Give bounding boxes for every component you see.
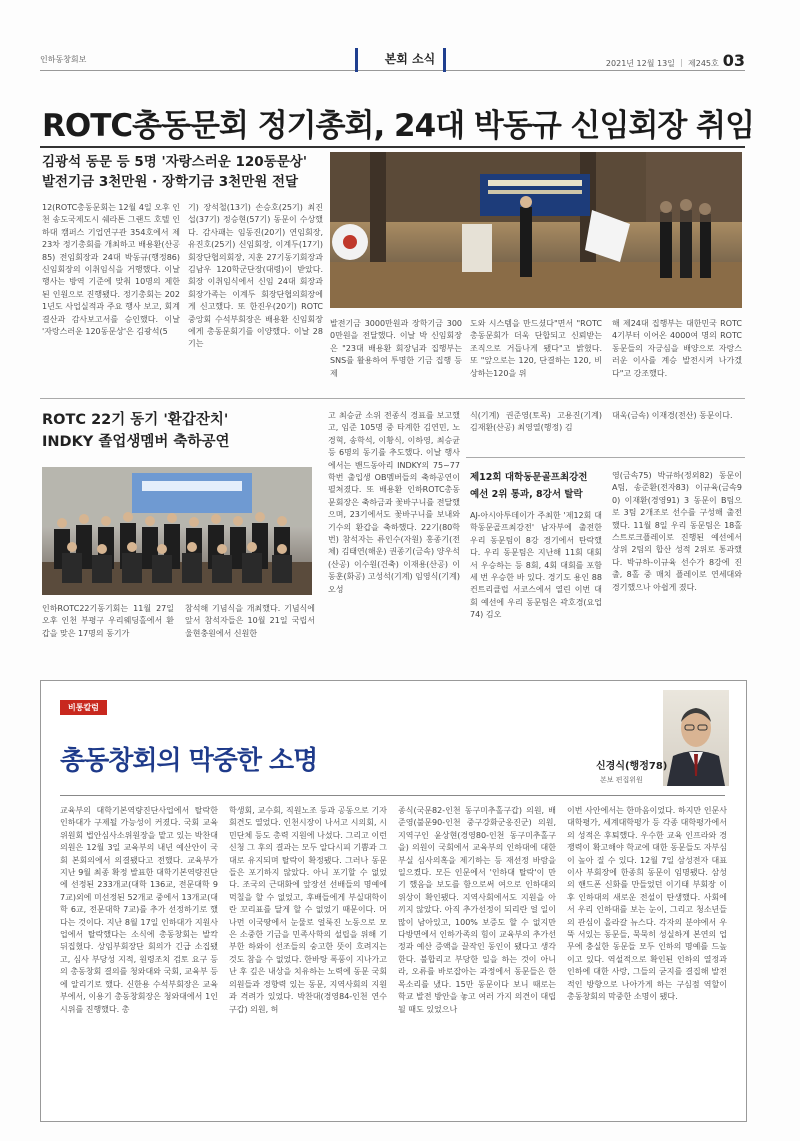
publication-name: 인하동창회보 — [40, 55, 87, 64]
article2-column-3: 고 최승균 소위 전종식 경표를 보고했고, 임준 105명 중 타계한 김연민, 노경혁, 송학석, 이황식, 이하영, 최승균 등 6명의 동기를 추도했다. 이날 행사에서는 밴드동아리 INDKY의 75~77학번 출입생 OB멤버들의 축하공연이 펼쳐졌다. 또 배용환 인하ROTC총동문회장은 축하금과 꽃바구니를 전달했으며, 23기에서도 꽃바구니를 보내와 기수의 환갑을 축하했다. 22기(80학번) 참석자는 류인수(자원) 홍종기(전체) 김태연(해운) 권종기(금속) 양우석(산공) 이수원(건축) 이재용(산공) 이동훈(화공) 고성석(기계) 임영식(기계) 오성 — [328, 411, 460, 594]
article1-subhead-1: 김광석 동문 등 5명 '자랑스러운 120동문상' — [42, 154, 307, 170]
article1-subhead-2: 발전기금 3천만원 · 장학기금 3천만원 전달 — [42, 174, 299, 190]
article3-column-2: 영(금속75) 박규하(정외82) 동문이 A팀, 송준환(전자83) 이규육(금속90) 이재환(경영91) 3 동문이 B팀으로 3팀 2개조로 선수를 구성해 출전했다. 11월 8일 우리 동문팀은 18홀 스트로크플레이로 진행된 예선에서 상위 2팀의 합산 성적 2위로 통과했다. 박규하-이규육 선수가 8강에 진출, 8홀 중 매치 플레이로 연세대와 경기했으나 아쉽게 졌다. — [612, 471, 742, 592]
article3-headline-1: 제12회 대학동문골프최강전 — [470, 472, 588, 483]
section-divider-2 — [466, 457, 745, 458]
portrait-drawing — [663, 690, 729, 786]
opinion-title: 총동창회의 막중한 소명 — [60, 746, 318, 776]
article2-headline-2: INDKY 졸업생멤버 축하공연 — [42, 434, 230, 450]
section-marker-left — [355, 48, 358, 72]
opinion-column-3: 종식(국문82-인천 동구미추홀구갑) 의원, 배준영(불문90-인천 중구강화군옹진군) 의원, 지역구인 윤상현(경영80-인천 동구미추홀구을) 의원이 국회에서 교육부의 인하대에 대한 부실 심사의혹을 제기하는 등 재선정 바람을 일으켰다. 모든 인문에서 '인하대 탈락'이 만기 했음을 보도를 함으로써 여으로 인하대의 위상이 확인됐다. 지역사회에서도 지원을 아끼지 않았다. 아직 추가선정이 되리란 얼 일이 많이 남아있고, 100% 보증도 할 수 없지만 다방면에서 인하가족의 힘이 교육부의 추가선정과 예산 증액을 끌작인 동인이 됐다고 생각한다. 불합리고 부당한 일을 하는 것이 아니라, 오류를 바로잡아는 과정에서 동문들은 한 목소리를 냈다. 15만 동문이다 보니 때로는 학교 발전 방안을 놓고 여러 가지 의견이 대립될 때도 있었으나 — [398, 806, 556, 1014]
article1-column-4: 도와 시스템을 만드셨다"면서 "ROTC총동문회가 더욱 단합되고 신뢰받는 조직으로 거듭나게 됐다"고 밝혔다. 또 "앞으로는 120, 단결하는 120, 비상하는120을 위 — [470, 319, 602, 378]
article3-column-1: AJ-아시아투데이가 주최한 '제12회 대학동문골프최강전' 남자부에 출전한 우리 동문팀이 8강 경기에서 탄락했다. 우리 동문팀은 지난해 11회 대회서 우승하는 등 8회, 4회 대회를 포함 세 번 우승한 바 있다. 경기도 용인 88컨트리클럽 서코스에서 열린 이번 대회 예선에 우리 동문팀은 곽호경(요업74) 김오 — [470, 511, 602, 620]
article1-headline: ROTC총동문회 정기총회, 24대 박동규 신임회장 취임 — [42, 108, 755, 144]
opinion-column-2: 학생회, 교수회, 직원노조 등과 공동으로 기자회견도 열었다. 인천시장이 나서고 시의회, 시민단체 등도 총력 지원에 나섰다. 그리고 이런신청 그 후의 결과는 모두 알다시피 기쁨과 그대로 유지되며 탈락이 확정됐다. 그러나 동문들은 포기하지 않았다. 아니 포기할 수 없었다. 조국의 근대화에 앞장선 선배들의 명예에 먹칠을 할 수 없었고, 후배들에게 부실대학이란 꼬리표를 달게 할 수 없었기 때문이다. 머나먼 이국땅에서 눈물로 얼룩진 노동으로 모은 소중한 기금을 민족사학의 설립을 위해 기부한 하와이 선조들의 숭고한 뜻이 흐려지는 것도 참을 수 없었다. 한바탕 폭풍이 지나가고 난 후 깊은 내상을 치유하는 노력에 동문 국회의원들과 경향력 있는 동문, 지역사회의 지원과 격려가 있었다. 박찬대(경영84-인천 연수구갑) 의원, 허 — [229, 806, 387, 1014]
section-marker-right — [443, 48, 446, 72]
issue-date: 2021년 12월 13일 ｜ 제245호 — [605, 59, 719, 68]
anniversary-group-photo — [42, 467, 312, 595]
article1-column-1: 12(ROTC총동문회는 12월 4일 오후 인천 송도국제도시 쉐라톤 그랜드 호텔 인하대 캠퍼스 기업연구관 354호에서 제23차 정기총회를 개최하고 배용환(산공85) 전임회장과 24대 박동규(행정86) 신임회장의 이취임식을 거행했다. 이날 행사는 방역 기준에 맞춰 10명의 제한된 인원으로 진행됐다. 정기총회는 2021년도 사업실적과 주요 행사 보고, 회계결산과 감사보고서를 승인했다. 이날 '자랑스러운 120동문상'은 김광석(5 — [42, 203, 180, 337]
article1-column-3: 발전기금 3000만원과 장학기금 3000만원을 전달했다. 이날 박 신임회장은 "23대 배용환 회장님과 집행부는 SNS를 활용하여 투명한 기금 집행 등 제 — [330, 319, 462, 378]
author-role: 본보 편집위원 — [600, 776, 643, 784]
article2-headline-1: ROTC 22기 동기 '환갑잔치' — [42, 412, 229, 428]
rotc-ceremony-photo — [330, 152, 742, 308]
article1-column-5: 해 제24대 집행부는 대한민국 ROTC 4기부터 이어온 4000여 명의 ROTC 동문들의 자긍심을 배양으로 자랑스러운 이사를 계승 발전시켜 나가겠다"고 강조했다. — [612, 319, 742, 378]
section-divider-1 — [40, 398, 745, 399]
page-header — [40, 50, 745, 71]
headline-rule — [40, 146, 745, 148]
article2-column-4: 식(기계) 권준영(토목) 고용진(기계) 김재환(산공) 최영열(행정) 김 — [470, 411, 602, 433]
article2-column-5: 대욱(금속) 이재경(전산) 동문이다. — [612, 411, 733, 420]
column-tag: 비통칼럼 — [60, 700, 107, 715]
opinion-column-4: 이번 사안에서는 한마음이었다. 하지만 인문사 대학평가, 세계대학평가 등 각종 대학평가에서의 성적은 후퇴했다. 우수한 교육 인프라와 경쟁력이 확고해야 학교에 대한 동문들도 자부심이 높아 질 수 있다. 12월 7일 삼성전자 대표이사 부회장에 한종희 동문이 임명됐다. 삼성의 핸드폰 신화를 만들었던 이기태 부회장 이후 인하대의 새로운 전설이 탄생했다. 사회에서 우리 인하대를 보는 눈이, 그리고 청소년들의 관심이 올라갈 뉴스다. 각자의 분야에서 우뚝 서있는 동문들, 묵묵히 성실하게 본연의 업무에 충실한 동문들 모두 인하의 명예를 드높이고 있다. 역설적으로 확인된 인하의 열정과 인하에 대한 사랑, 그들의 굳지를 결집해 발전적인 방향으로 나아가게 하는 구심점 역할이 총동창회의 막중한 소명이 됐다. — [567, 806, 727, 1002]
group-photo-drawing — [42, 467, 312, 595]
opinion-column-1: 교육부의 대학기본역량진단사업에서 탈락한 인하대가 구제될 가능성이 커졌다. 국회 교육위원회 법안심사소위원장을 맡고 있는 박찬대 의원은 12월 3일 교육부의 내년 예산안이 국회 본회의에서 의결됐다고 전했다. 교육부가 지난 9월 최종 확정 발표한 대학기본역량진단에 선정된 233개교(대학 136교, 전문대학 97교)외에 미선정된 52개교 중에서 13개교(대학 6교, 전문대학 7교)를 추가 선정하기로 했다는 것이다. 지난 8월 17일 인하대가 지원사업에서 탈락했다는 소식에 총동창회는 발칵 뒤집혔다. 상임부회장단 회의가 긴급 소집됐고, 심사 부당성 지적, 원령조치 검토 요구 등의 총동창회 결의를 청와대와 국회, 교육부 등에 알리기로 했다. 신한용 수석부회장은 교육부에서, 이용기 총동창회장은 청와대에서 1인 시위를 진행했다. 총 — [60, 806, 218, 1014]
author-name: 신경식(행정78) — [596, 761, 668, 772]
article3-headline-2: 예선 2위 통과, 8강서 탈락 — [470, 489, 583, 500]
author-portrait — [663, 690, 729, 786]
issue-info — [606, 51, 745, 70]
opinion-rule — [60, 795, 725, 796]
ceremony-photo-drawing — [330, 152, 742, 308]
page-number: 03 — [722, 51, 745, 70]
article2-column-2: 참석해 기념식을 개최했다. 기념식에 앞서 참석자들은 10월 21일 국립서울현충원에서 신원한 — [185, 604, 315, 638]
article2-column-1: 인하ROTC22기동기회는 11월 27일 오후 인천 부평구 우리웨딩홀에서 환갑을 맞은 17명의 동기가 — [42, 604, 174, 638]
section-title: 본회 소식 — [384, 52, 436, 66]
article1-column-2: 기) 장석철(13기) 손승호(25기) 최진섭(37기) 정승현(57기) 동문이 수상했다. 감사패는 임동진(20기) 연임회장, 유진호(25기) 신임회장, 이계두(17기) 회장단협의회장, 지훈 27기동기회장과 김남우 120학군단장(대령)이 받았다. 회장 이취임식에서 신임 24대 회장과 회장가족는 이계두 회장단협의회장에게 신고했다. 또 한진우(20기) ROTC중앙회 수석부회장은 배용환 신임회장에게 총동문회기를 이양했다. 이날 28기는 — [188, 203, 323, 349]
